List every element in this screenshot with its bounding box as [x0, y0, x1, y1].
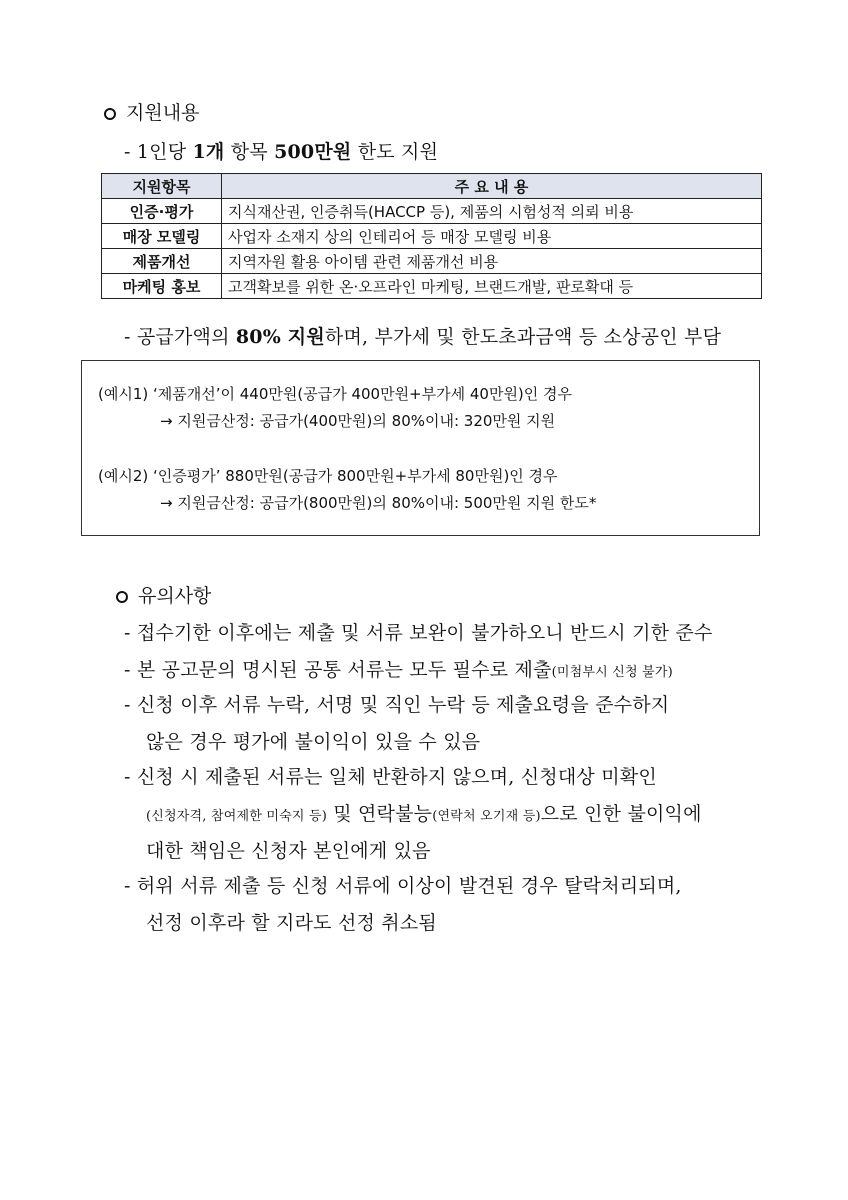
- example-1-line-2: → 지원금산정: 공급가(400만원)의 80%이내: 320만원 지원: [160, 412, 556, 430]
- support-limit-line: - 1인당 1개 항목 500만원 한도 지원: [124, 141, 439, 163]
- table-row: [102, 199, 762, 224]
- table-cell-item: 마케팅 홍보: [102, 274, 222, 299]
- table-cell-content: 고객확보를 위한 온·오프라인 마케팅, 브랜드개발, 판로확대 등: [222, 274, 762, 299]
- support-items-table: [101, 173, 762, 299]
- note-item: - 신청 시 제출된 서류는 일체 반환하지 않으며, 신청대상 미확인: [124, 766, 657, 788]
- table-cell-content: 사업자 소재지 상의 인테리어 등 매장 모델링 비용: [222, 224, 762, 249]
- supply-price-line: - 공급가액의 80% 지원하며, 부가세 및 한도초과금액 등 소상공인 부담: [124, 326, 722, 348]
- circle-bullet-icon: [104, 108, 116, 120]
- note-item-continued: 않은 경우 평가에 불이익이 있을 수 있음: [146, 731, 481, 753]
- note-item-continued: 선정 이후라 할 지라도 선정 취소됨: [146, 912, 437, 934]
- table-cell-item: 인증·평가: [102, 199, 222, 224]
- note-item: - 접수기한 이후에는 제출 및 서류 보완이 불가하오니 반드시 기한 준수: [124, 622, 713, 644]
- table-header-cell: 주 요 내 용: [222, 174, 762, 199]
- table-header-cell: 지원항목: [102, 174, 222, 199]
- example-1-line-1: (예시1) ‘제품개선’이 440만원(공급가 400만원+부가세 40만원)인 경우: [98, 385, 573, 403]
- table-header-row: [102, 174, 762, 199]
- table-cell-content: 지역자원 활용 아이템 관련 제품개선 비용: [222, 249, 762, 274]
- note-item: - 신청 이후 서류 누락, 서명 및 직인 누락 등 제출요령을 준수하지: [124, 694, 670, 716]
- section-heading-notes: 유의사항: [116, 581, 211, 608]
- example-2-line-2: → 지원금산정: 공급가(800만원)의 80%이내: 500만원 지원 한도*: [160, 494, 597, 512]
- circle-bullet-icon: [116, 591, 128, 603]
- note-item: - 허위 서류 제출 등 신청 서류에 이상이 발견된 경우 탈락처리되며,: [124, 875, 682, 897]
- example-2-line-1: (예시2) ‘인증평가’ 880만원(공급가 800만원+부가세 80만원)인 경우: [98, 467, 558, 485]
- note-item-continued: (신청자격, 참여제한 미숙지 등) 및 연락불능(연락처 오기재 등)으로 인한 불이익에: [146, 803, 702, 825]
- table-row: [102, 224, 762, 249]
- table-cell-item: 제품개선: [102, 249, 222, 274]
- table-cell-item: 매장 모델링: [102, 224, 222, 249]
- note-item: - 본 공고문의 명시된 공통 서류는 모두 필수로 제출(미첨부시 신청 불가): [124, 659, 673, 681]
- table-row: [102, 249, 762, 274]
- table-row: [102, 274, 762, 299]
- note-item-continued: 대한 책임은 신청자 본인에게 있음: [146, 840, 431, 862]
- table-cell-content: 지식재산권, 인증취득(HACCP 등), 제품의 시험성적 의뢰 비용: [222, 199, 762, 224]
- example-box: [81, 360, 760, 536]
- section-heading-support: 지원내용: [104, 98, 199, 125]
